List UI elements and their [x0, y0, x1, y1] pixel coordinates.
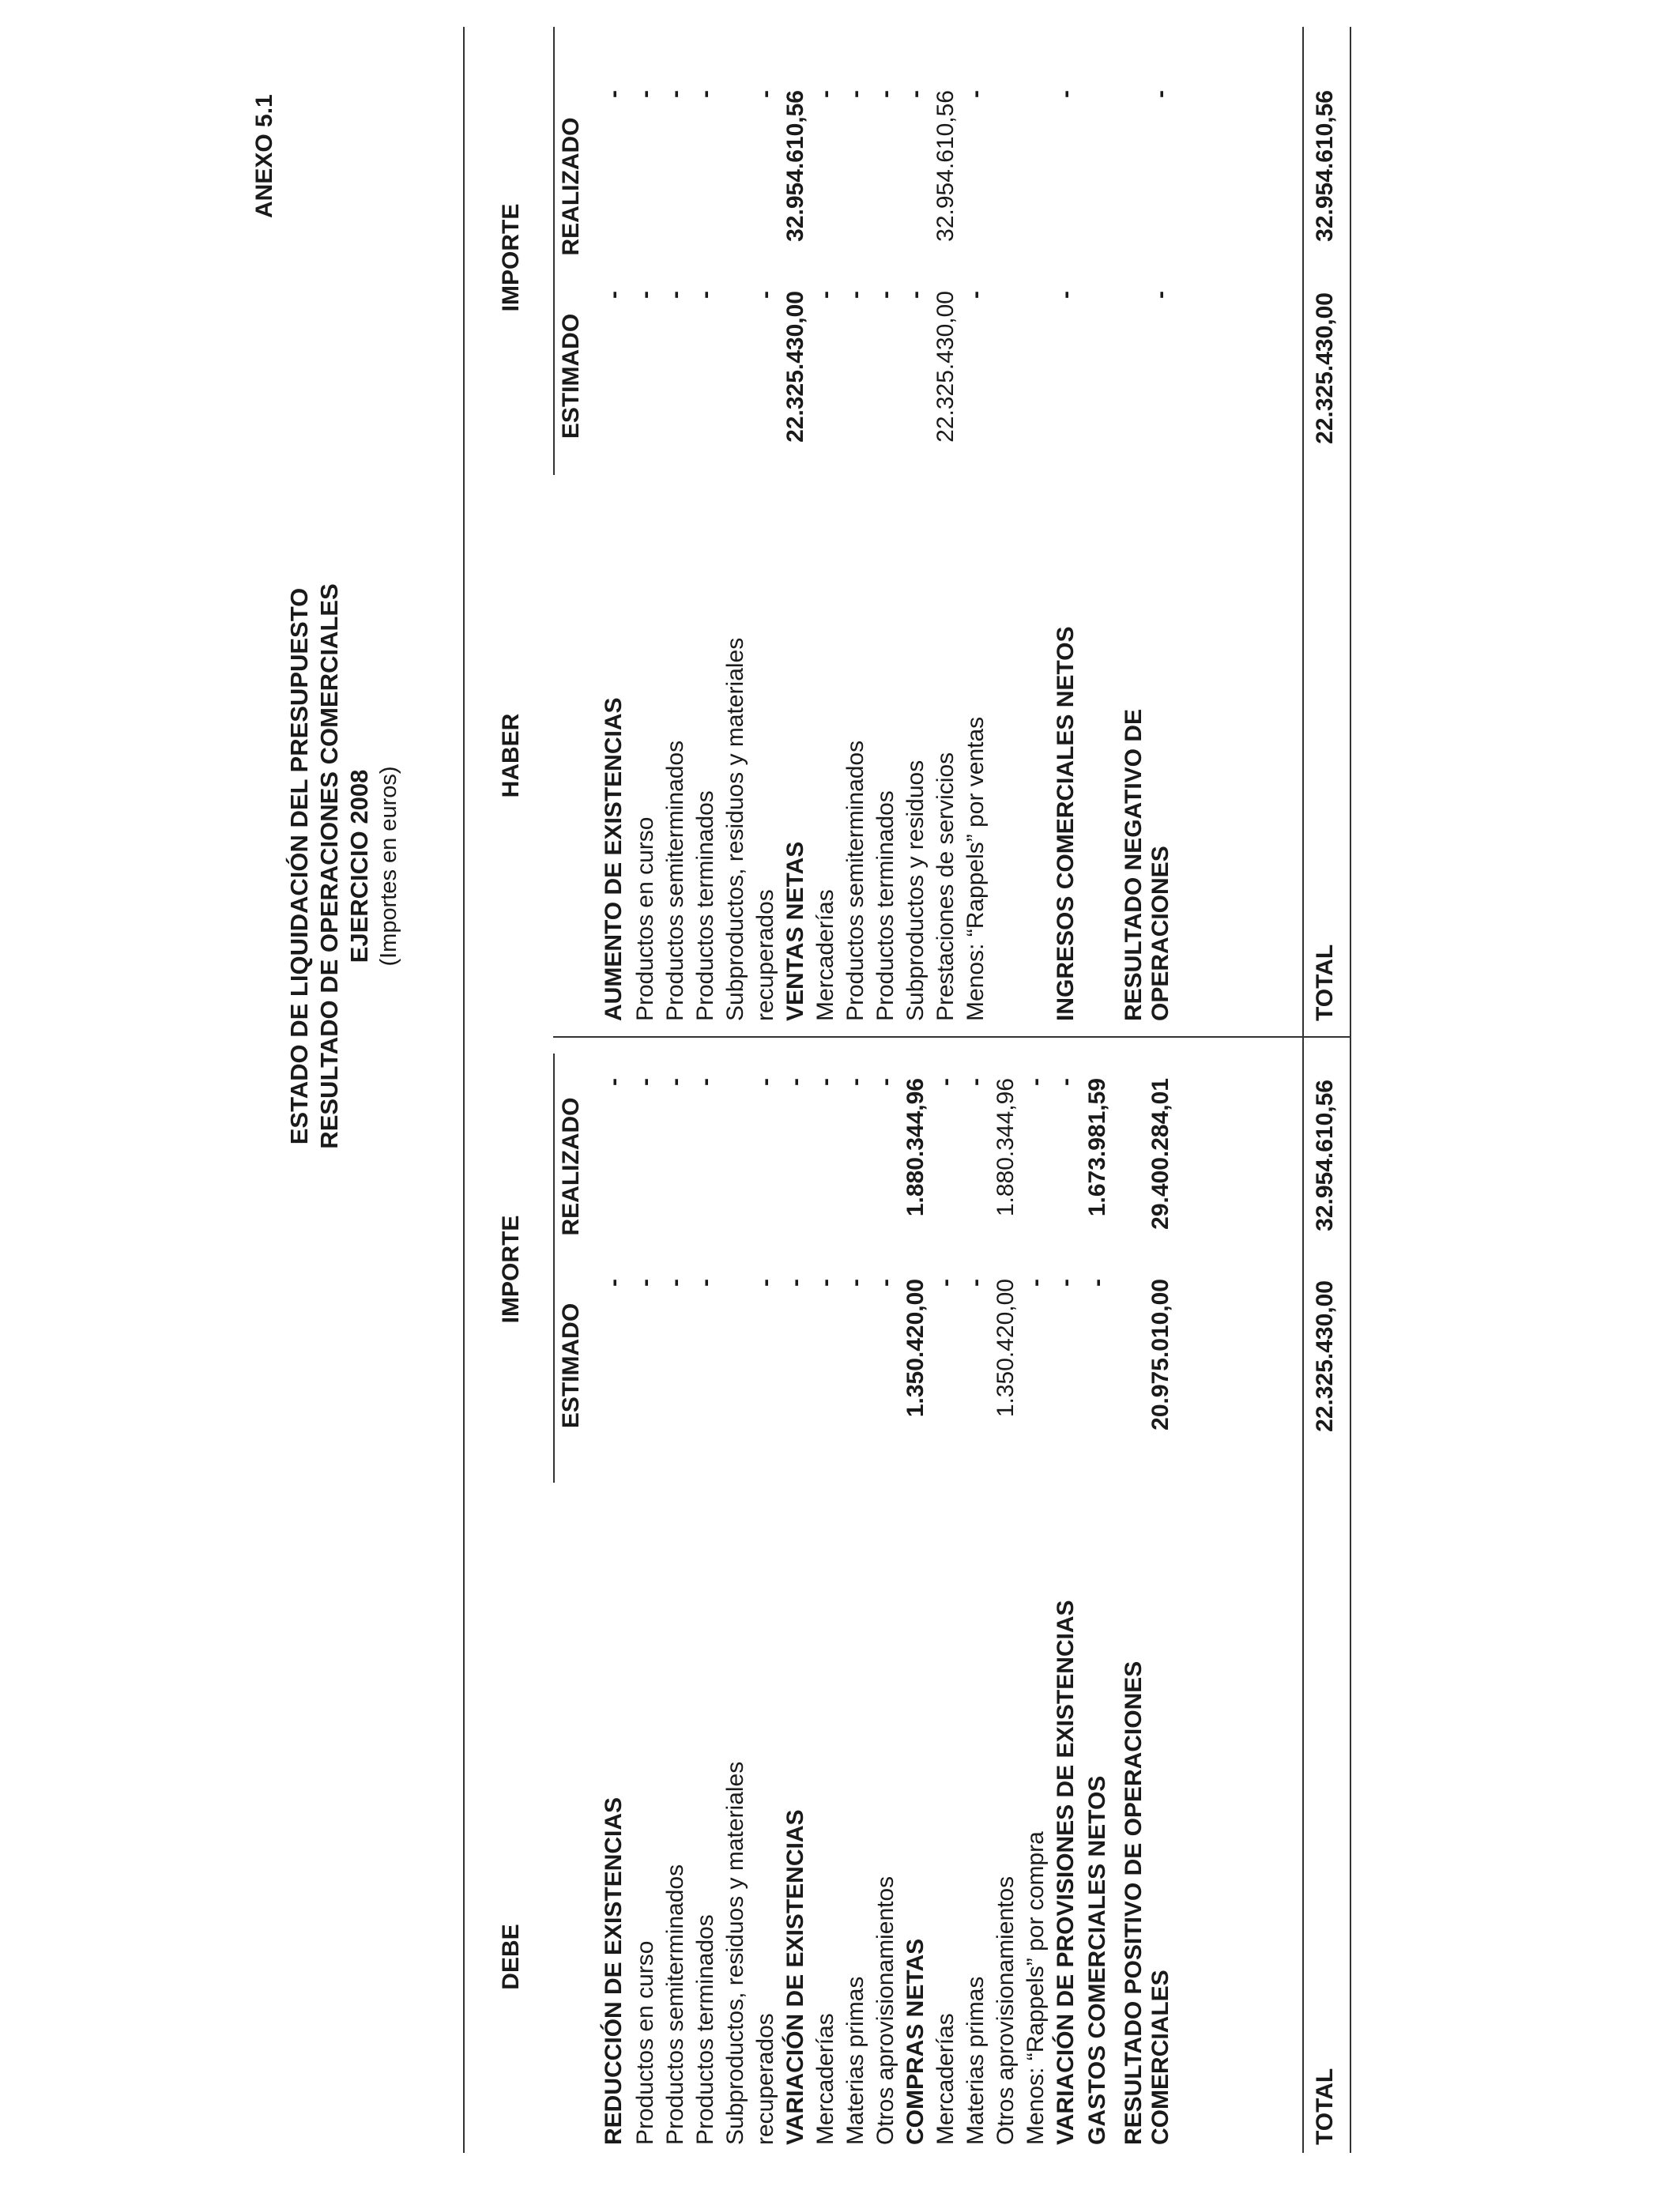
realizado-value: -: [872, 90, 898, 98]
row-label: VENTAS NETAS: [782, 841, 808, 1021]
row-label: Productos en curso: [632, 1940, 658, 2145]
realizado-value: 1.673.981,59: [1084, 1078, 1110, 1217]
estimado-value: 1.350.420,00: [902, 1279, 929, 1418]
title-line-2: RESULTADO DE OPERACIONES COMERCIALES: [315, 583, 343, 1149]
row-label: RESULTADO NEGATIVO DE: [1121, 708, 1147, 1021]
title-line-3: EJERCICIO 2008: [345, 769, 373, 963]
realizado-value: -: [692, 1078, 718, 1086]
estimado-value: -: [962, 291, 989, 299]
annex-label: ANEXO 5.1: [251, 94, 277, 218]
estimado-value: -: [601, 1279, 627, 1287]
realizado-value: -: [601, 90, 627, 98]
realizado-value: -: [812, 90, 838, 98]
realizado-value: -: [932, 1078, 959, 1086]
estimado-value: -: [842, 291, 868, 299]
row-label: VARIACIÓN DE PROVISIONES DE EXISTENCIAS: [1053, 1600, 1079, 2145]
estimado-value: -: [1023, 1279, 1049, 1287]
row-label: Productos en curso: [632, 816, 658, 1021]
header-importe-right: IMPORTE: [498, 203, 524, 312]
row-label: RESULTADO POSITIVO DE OPERACIONES: [1121, 1661, 1147, 2145]
row-label: Productos semiterminados: [662, 1864, 688, 2145]
realizado-value: -: [632, 90, 658, 98]
estimado-value: -: [1053, 1279, 1079, 1287]
row-label: Materias primas: [962, 1976, 989, 2145]
importe-right-rule: [553, 27, 555, 475]
importe-left-rule: [553, 1054, 555, 1483]
estimado-value: -: [842, 1279, 868, 1287]
estimado-value: -: [1084, 1279, 1110, 1287]
row-label: Materias primas: [842, 1976, 868, 2145]
row-label: GASTOS COMERCIALES NETOS: [1084, 1775, 1110, 2145]
row-label: Subproductos, residuos y materiales: [722, 1761, 748, 2145]
estimado-value: 1.350.420,00: [993, 1279, 1019, 1418]
realizado-value: -: [632, 1078, 658, 1086]
realizado-value: -: [962, 1078, 989, 1086]
estimado-value: -: [601, 291, 627, 299]
debe-total-estimado: 22.325.430,00: [1312, 1280, 1338, 1432]
header-estimado-right: ESTIMADO: [558, 313, 584, 439]
row-label: Productos terminados: [872, 790, 898, 1021]
realizado-value: 32.954.610,56: [782, 90, 808, 242]
row-label: Menos: “Rappels” por ventas: [962, 716, 989, 1021]
title-line-1: ESTADO DE LIQUIDACIÓN DEL PRESUPUESTO: [285, 587, 313, 1145]
table-bottom-rule: [1350, 27, 1351, 2153]
realizado-value: -: [1053, 90, 1079, 98]
header-debe: DEBE: [498, 1924, 524, 1990]
header-realizado-right: REALIZADO: [558, 117, 584, 256]
row-label: Prestaciones de servicios: [932, 752, 959, 1021]
realizado-value: 29.400.284,01: [1147, 1078, 1173, 1230]
header-estimado-left: ESTIMADO: [558, 1302, 584, 1429]
estimado-value: -: [782, 1279, 808, 1287]
realizado-value: 32.954.610,56: [932, 90, 959, 242]
estimado-value: -: [872, 1279, 898, 1287]
debe-total-realizado: 32.954.610,56: [1312, 1080, 1338, 1231]
row-label: AUMENTO DE EXISTENCIAS: [601, 697, 627, 1021]
realizado-value: -: [752, 90, 778, 98]
row-label: COMPRAS NETAS: [902, 1938, 929, 2145]
column-divider: [553, 1036, 1350, 1038]
estimado-value: -: [692, 291, 718, 299]
estimado-value: 20.975.010,00: [1147, 1279, 1173, 1431]
realizado-value: -: [842, 1078, 868, 1086]
realizado-value: -: [842, 90, 868, 98]
row-label: Subproductos, residuos y materiales: [722, 637, 748, 1021]
realizado-value: -: [692, 90, 718, 98]
realizado-value: -: [662, 1078, 688, 1086]
row-label: Productos terminados: [692, 1914, 718, 2145]
estimado-value: -: [632, 1279, 658, 1287]
row-label: Productos semiterminados: [662, 740, 688, 1021]
realizado-value: -: [812, 1078, 838, 1086]
realizado-value: -: [1147, 90, 1173, 98]
estimado-value: -: [752, 291, 778, 299]
haber-total-label: TOTAL: [1312, 944, 1338, 1021]
haber-total-estimado: 22.325.430,00: [1312, 292, 1338, 444]
row-label: Mercaderías: [812, 889, 838, 1021]
estimado-value: -: [812, 1279, 838, 1287]
header-haber: HABER: [498, 713, 524, 798]
table-top-rule: [463, 27, 465, 2153]
row-label: INGRESOS COMERCIALES NETOS: [1053, 626, 1079, 1021]
realizado-value: -: [601, 1078, 627, 1086]
debe-total-label: TOTAL: [1312, 2068, 1338, 2145]
realizado-value: -: [872, 1078, 898, 1086]
realizado-value: 1.880.344,96: [902, 1078, 929, 1217]
row-label: Otros aprovisionamientos: [993, 1875, 1019, 2145]
estimado-value: -: [692, 1279, 718, 1287]
estimado-value: -: [932, 1279, 959, 1287]
row-label: REDUCCIÓN DE EXISTENCIAS: [601, 1796, 627, 2145]
realizado-value: -: [662, 90, 688, 98]
row-label: Menos: “Rappels” por compra: [1023, 1831, 1049, 2145]
estimado-value: -: [662, 291, 688, 299]
haber-total-realizado: 32.954.610,56: [1312, 90, 1338, 242]
row-label: Productos semiterminados: [842, 740, 868, 1021]
realizado-value: -: [752, 1078, 778, 1086]
estimado-value: -: [752, 1279, 778, 1287]
row-label: recuperados: [752, 889, 778, 1021]
estimado-value: -: [1147, 291, 1173, 299]
row-label: Subproductos y residuos: [902, 760, 929, 1021]
row-label: Otros aprovisionamientos: [872, 1875, 898, 2145]
estimado-value: -: [872, 291, 898, 299]
row-label: Mercaderías: [932, 2013, 959, 2145]
totals-rule: [1302, 27, 1304, 2153]
estimado-value: -: [902, 291, 929, 299]
row-label: Productos terminados: [692, 790, 718, 1021]
realizado-value: -: [782, 1078, 808, 1086]
row-label: OPERACIONES: [1147, 846, 1173, 1021]
row-label: Mercaderías: [812, 2013, 838, 2145]
estimado-value: -: [812, 291, 838, 299]
estimado-value: 22.325.430,00: [932, 291, 959, 443]
estimado-value: -: [662, 1279, 688, 1287]
realizado-value: -: [1053, 1078, 1079, 1086]
header-realizado-left: REALIZADO: [558, 1097, 584, 1236]
row-label: COMERCIALES: [1147, 1970, 1173, 2145]
estimado-value: 22.325.430,00: [782, 291, 808, 443]
estimado-value: -: [1053, 291, 1079, 299]
realizado-value: -: [962, 90, 989, 98]
header-importe-left: IMPORTE: [498, 1215, 524, 1324]
document-title: [284, 471, 403, 1261]
row-label: VARIACIÓN DE EXISTENCIAS: [782, 1809, 808, 2145]
estimado-value: -: [962, 1279, 989, 1287]
realizado-value: 1.880.344,96: [993, 1078, 1019, 1217]
realizado-value: -: [1023, 1078, 1049, 1086]
title-subtitle: (Importes en euros): [376, 766, 401, 967]
estimado-value: -: [632, 291, 658, 299]
realizado-value: -: [902, 90, 929, 98]
row-label: recuperados: [752, 2013, 778, 2145]
